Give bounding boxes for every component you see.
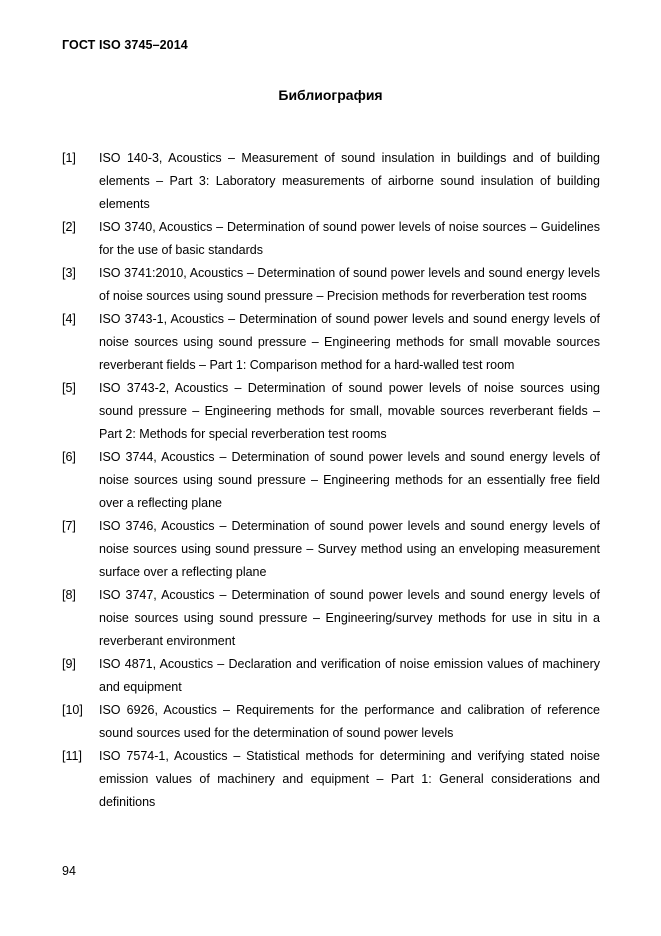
page-number: 94: [62, 864, 76, 878]
reference-number: [9]: [62, 657, 76, 671]
reference-number: [10]: [62, 703, 83, 717]
reference-item: [62, 308, 600, 377]
reference-text: ISO 140-3, Acoustics – Measurement of sound insulation in buildings and of building elements – Part 3: Laboratory measurements of airborne sound insulation of building elements: [99, 151, 600, 211]
reference-text: ISO 7574-1, Acoustics – Statistical methods for determining and verifying stated noise emission values of machinery and equipment – Part 1: General considerations and definitions: [99, 749, 600, 809]
reference-number: [1]: [62, 151, 76, 165]
reference-item: [62, 377, 600, 446]
reference-number: [4]: [62, 312, 76, 326]
reference-number: [3]: [62, 266, 76, 280]
reference-item: [62, 147, 600, 216]
reference-item: [62, 699, 600, 745]
reference-text: ISO 6926, Acoustics – Requirements for the performance and calibration of reference sound sources used for the determination of sound power levels: [99, 703, 600, 740]
reference-text: ISO 3746, Acoustics – Determination of sound power levels and sound energy levels of noise sources using sound pressure – Survey method using an enveloping measurement surface over a reflecting plane: [99, 519, 600, 579]
reference-item: [62, 446, 600, 515]
reference-number: [5]: [62, 381, 76, 395]
reference-text: ISO 3741:2010, Acoustics – Determination of sound power levels and sound energy levels of noise sources using sound pressure – Precision methods for reverberation test rooms: [99, 266, 600, 303]
reference-number: [6]: [62, 450, 76, 464]
reference-number: [7]: [62, 519, 76, 533]
document-code-header: ГОСТ ISO 3745–2014: [62, 38, 188, 52]
reference-number: [2]: [62, 220, 76, 234]
reference-item: [62, 584, 600, 653]
reference-text: ISO 3744, Acoustics – Determination of sound power levels and sound energy levels of noise sources using sound pressure – Engineering methods for an essentially free field over a reflecting plane: [99, 450, 600, 510]
reference-number: [11]: [62, 749, 82, 763]
reference-item: [62, 515, 600, 584]
reference-text: ISO 3747, Acoustics – Determination of sound power levels and sound energy levels of noise sources using sound pressure – Engineering/survey methods for use in situ in a reverberant environment: [99, 588, 600, 648]
reference-item: [62, 653, 600, 699]
reference-text: ISO 3743-1, Acoustics – Determination of sound power levels and sound energy levels of noise sources using sound pressure – Engineering methods for small movable sources reverberant fields – Part 1: Comparison method for a hard-walled test room: [99, 312, 600, 372]
reference-text: ISO 3743-2, Acoustics – Determination of sound power levels of noise sources using sound pressure – Engineering methods for small, movable sources reverberant fields – Part 2: Methods for special reverberation test rooms: [99, 381, 600, 441]
reference-text: ISO 4871, Acoustics – Declaration and verification of noise emission values of machinery and equipment: [99, 657, 600, 694]
reference-text: ISO 3740, Acoustics – Determination of sound power levels of noise sources – Guidelines for the use of basic standards: [99, 220, 600, 257]
reference-item: [62, 745, 600, 814]
reference-item: [62, 216, 600, 262]
bibliography-title: Библиография: [278, 87, 383, 103]
reference-list: [62, 147, 600, 814]
reference-number: [8]: [62, 588, 76, 602]
reference-item: [62, 262, 600, 308]
